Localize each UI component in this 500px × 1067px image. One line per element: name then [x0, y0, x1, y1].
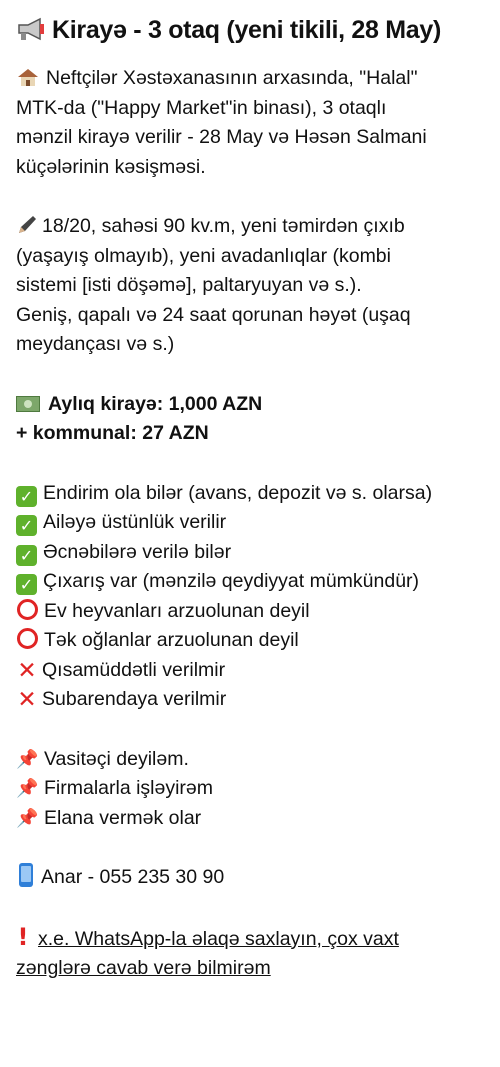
cross-icon: ✕ — [17, 657, 37, 684]
pencil-icon — [16, 214, 38, 236]
exclamation-icon: ! — [17, 922, 29, 951]
contact-text: Anar - 055 235 30 90 — [41, 866, 225, 888]
location-block — [16, 64, 484, 182]
check-icon: ✓ — [16, 486, 37, 507]
money-icon — [16, 396, 40, 412]
condition-yes: ✓ Endirim ola bilər (avans, depozit və s. olarsa) — [16, 479, 484, 509]
condition-yes: ✓ Ailəyə üstünlük verilir — [16, 508, 484, 538]
check-icon: ✓ — [16, 574, 37, 595]
check-icon: ✓ — [16, 545, 37, 566]
contact-line — [16, 863, 484, 893]
rent-line: Aylıq kirayə: 1,000 AZN — [16, 390, 484, 420]
details-line: Geniş, qapalı və 24 saat qorunan həyət (uşaq — [16, 303, 411, 326]
pushpin-icon: 📌 — [16, 748, 39, 770]
check-icon: ✓ — [16, 515, 37, 536]
listing-title — [16, 10, 484, 50]
warning-line: ! x.e. WhatsApp-la əlaqə saxlayın, çox vaxt — [17, 922, 399, 951]
location-line: mənzil kirayə verilir - 28 May və Həsən Salmani — [16, 126, 427, 148]
condition-no: ✕ Subarendaya verilmir — [17, 687, 227, 713]
condition-yes: ✓ Əcnəbilərə verilə bilər — [16, 538, 484, 568]
house-icon — [16, 67, 40, 87]
megaphone-icon — [16, 16, 46, 42]
warning-block — [16, 923, 484, 984]
conditions-list — [16, 479, 484, 715]
condition-not-wanted: Tək oğlanlar arzuolunan deyil — [16, 626, 484, 656]
warning-line: zənglərə cavab verə bilmirəm — [16, 957, 271, 979]
note-item: 📌 Elana vermək olar — [16, 804, 484, 834]
condition-not-wanted: Ev heyvanları arzuolunan deyil — [16, 597, 484, 627]
cross-icon: ✕ — [17, 687, 37, 713]
price-block — [16, 390, 484, 449]
condition-yes: ✓ Çıxarış var (mənzilə qeydiyyat mümkündür) — [16, 567, 484, 597]
details-line: 18/20, sahəsi 90 kv.m, yeni təmirdən çıxıb — [16, 212, 484, 242]
note-item: 📌 Firmalarla işləyirəm — [16, 774, 484, 804]
utilities-line: + kommunal: 27 AZN — [16, 422, 209, 444]
location-line: MTK-da ("Happy Market"in binası), 3 otaqlı — [16, 96, 387, 119]
red-circle-icon — [17, 599, 38, 620]
red-circle-icon — [17, 628, 38, 649]
details-block — [16, 212, 484, 360]
details-line: meydançası və s.) — [16, 333, 175, 355]
pushpin-icon: 📌 — [16, 807, 39, 829]
details-line: (yaşayış olmayıb), yeni avadanlıqlar (kombi — [16, 244, 391, 267]
phone-icon — [19, 863, 33, 887]
location-line: Neftçilər Xəstəxanasının arxasında, "Halal" — [16, 64, 484, 94]
condition-no: ✕ Qısamüddətli verilmir — [17, 657, 226, 684]
note-item: 📌 Vasitəçi deyiləm. — [16, 745, 484, 775]
title-text: Kirayə - 3 otaq (yeni tikili, 28 May) — [52, 16, 442, 44]
pushpin-icon: 📌 — [16, 778, 39, 799]
details-line: sistemi [isti döşəmə], paltaryuyan və s.). — [16, 274, 362, 296]
location-line: küçələrinin kəsişməsi. — [16, 155, 206, 178]
notes-list — [16, 745, 484, 834]
